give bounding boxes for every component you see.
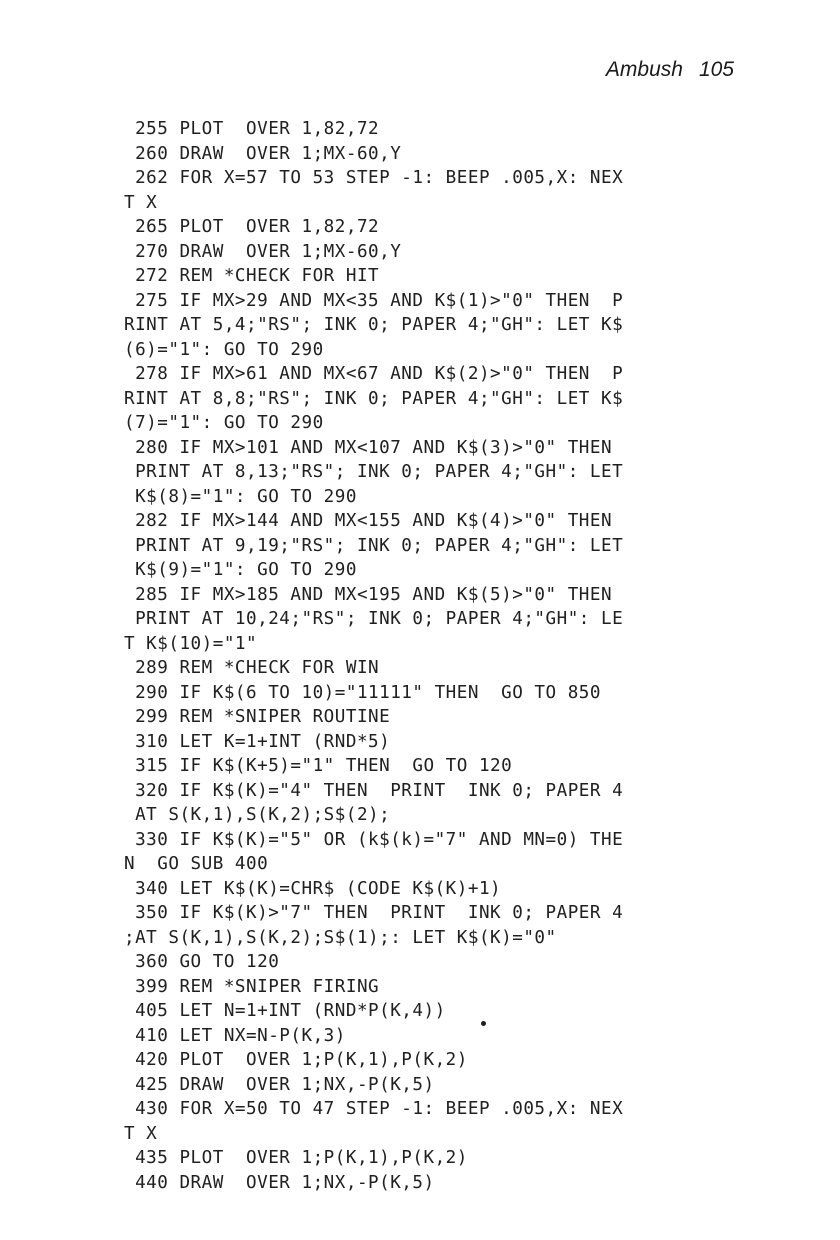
page-header — [606, 58, 734, 82]
code-line: RINT AT 5,4;"RS"; INK 0; PAPER 4;"GH": LET K$ — [124, 315, 624, 335]
code-line: 282 IF MX>144 AND MX<155 AND K$(4)>"0" THEN — [124, 511, 613, 531]
code-line: 405 LET N=1+INT (RND*P(K,4)) — [124, 1001, 446, 1021]
code-line: PRINT AT 8,13;"RS"; INK 0; PAPER 4;"GH": LET — [124, 462, 624, 482]
code-line: AT S(K,1),S(K,2);S$(2); — [124, 805, 391, 825]
code-line: (6)="1": GO TO 290 — [124, 339, 324, 360]
code-line: 330 IF K$(K)="5" OR (k$(k)="7" AND MN=0) THE — [124, 829, 624, 850]
code-line: 289 REM *CHECK FOR WIN — [124, 658, 380, 678]
page-number: 105 — [698, 58, 734, 81]
code-line: 430 FOR X=50 TO 47 STEP -1: BEEP .005,X: NEX — [124, 1099, 624, 1119]
code-line: 299 REM *SNIPER ROUTINE — [124, 707, 391, 727]
code-line: 420 PLOT OVER 1;P(K,1),P(K,2) — [124, 1050, 468, 1070]
code-line: K$(9)="1": GO TO 290 — [124, 560, 357, 580]
code-line: 275 IF MX>29 AND MX<35 AND K$(1)>"0" THEN P — [124, 290, 624, 311]
code-line: 425 DRAW OVER 1;NX,-P(K,5) — [124, 1074, 435, 1095]
code-line: 260 DRAW OVER 1;MX-60,Y — [124, 143, 402, 164]
code-line: 272 REM *CHECK FOR HIT — [124, 266, 380, 286]
code-line: 310 LET K=1+INT (RND*5) — [124, 731, 391, 752]
code-line: K$(8)="1": GO TO 290 — [124, 486, 357, 507]
code-listing — [124, 117, 623, 1195]
code-line: 262 FOR X=57 TO 53 STEP -1: BEEP .005,X: NEX — [124, 168, 624, 188]
code-line: PRINT AT 9,19;"RS"; INK 0; PAPER 4;"GH": LET — [124, 535, 624, 556]
code-line: 280 IF MX>101 AND MX<107 AND K$(3)>"0" THEN — [124, 437, 613, 458]
code-line: 315 IF K$(K+5)="1" THEN GO TO 120 — [124, 756, 513, 776]
code-line: 360 GO TO 120 — [124, 952, 280, 972]
code-line: 285 IF MX>185 AND MX<195 AND K$(5)>"0" THEN — [124, 584, 613, 605]
code-line: 399 REM *SNIPER FIRING — [124, 976, 380, 997]
code-line: PRINT AT 10,24;"RS"; INK 0; PAPER 4;"GH": LE — [124, 609, 624, 629]
code-line: T X — [124, 192, 158, 213]
code-line: (7)="1": GO TO 290 — [124, 413, 324, 433]
code-line: 320 IF K$(K)="4" THEN PRINT INK 0; PAPER 4 — [124, 780, 624, 801]
code-line: RINT AT 8,8;"RS"; INK 0; PAPER 4;"GH": LET K$ — [124, 388, 624, 409]
code-line: T X — [124, 1123, 158, 1144]
code-line: 435 PLOT OVER 1;P(K,1),P(K,2) — [124, 1148, 468, 1168]
code-line: ;AT S(K,1),S(K,2);S$(1);: LET K$(K)="0" — [124, 927, 557, 948]
code-line: 270 DRAW OVER 1;MX-60,Y — [124, 241, 402, 262]
code-line: T K$(10)="1" — [124, 633, 258, 654]
code-line: 340 LET K$(K)=CHR$ (CODE K$(K)+1) — [124, 878, 502, 899]
code-line: 290 IF K$(6 TO 10)="11111" THEN GO TO 850 — [124, 682, 601, 703]
code-line: 350 IF K$(K)>"7" THEN PRINT INK 0; PAPER 4 — [124, 903, 624, 923]
code-line: 255 PLOT OVER 1,82,72 — [124, 119, 380, 139]
chapter-title: Ambush — [605, 58, 683, 81]
code-line: 410 LET NX=N-P(K,3) — [124, 1025, 346, 1046]
ink-speck — [481, 1021, 486, 1026]
code-line: 278 IF MX>61 AND MX<67 AND K$(2)>"0" THEN P — [124, 364, 624, 384]
code-line: N GO SUB 400 — [124, 854, 269, 874]
code-line: 440 DRAW OVER 1;NX,-P(K,5) — [124, 1172, 435, 1193]
code-line: 265 PLOT OVER 1,82,72 — [124, 217, 380, 237]
